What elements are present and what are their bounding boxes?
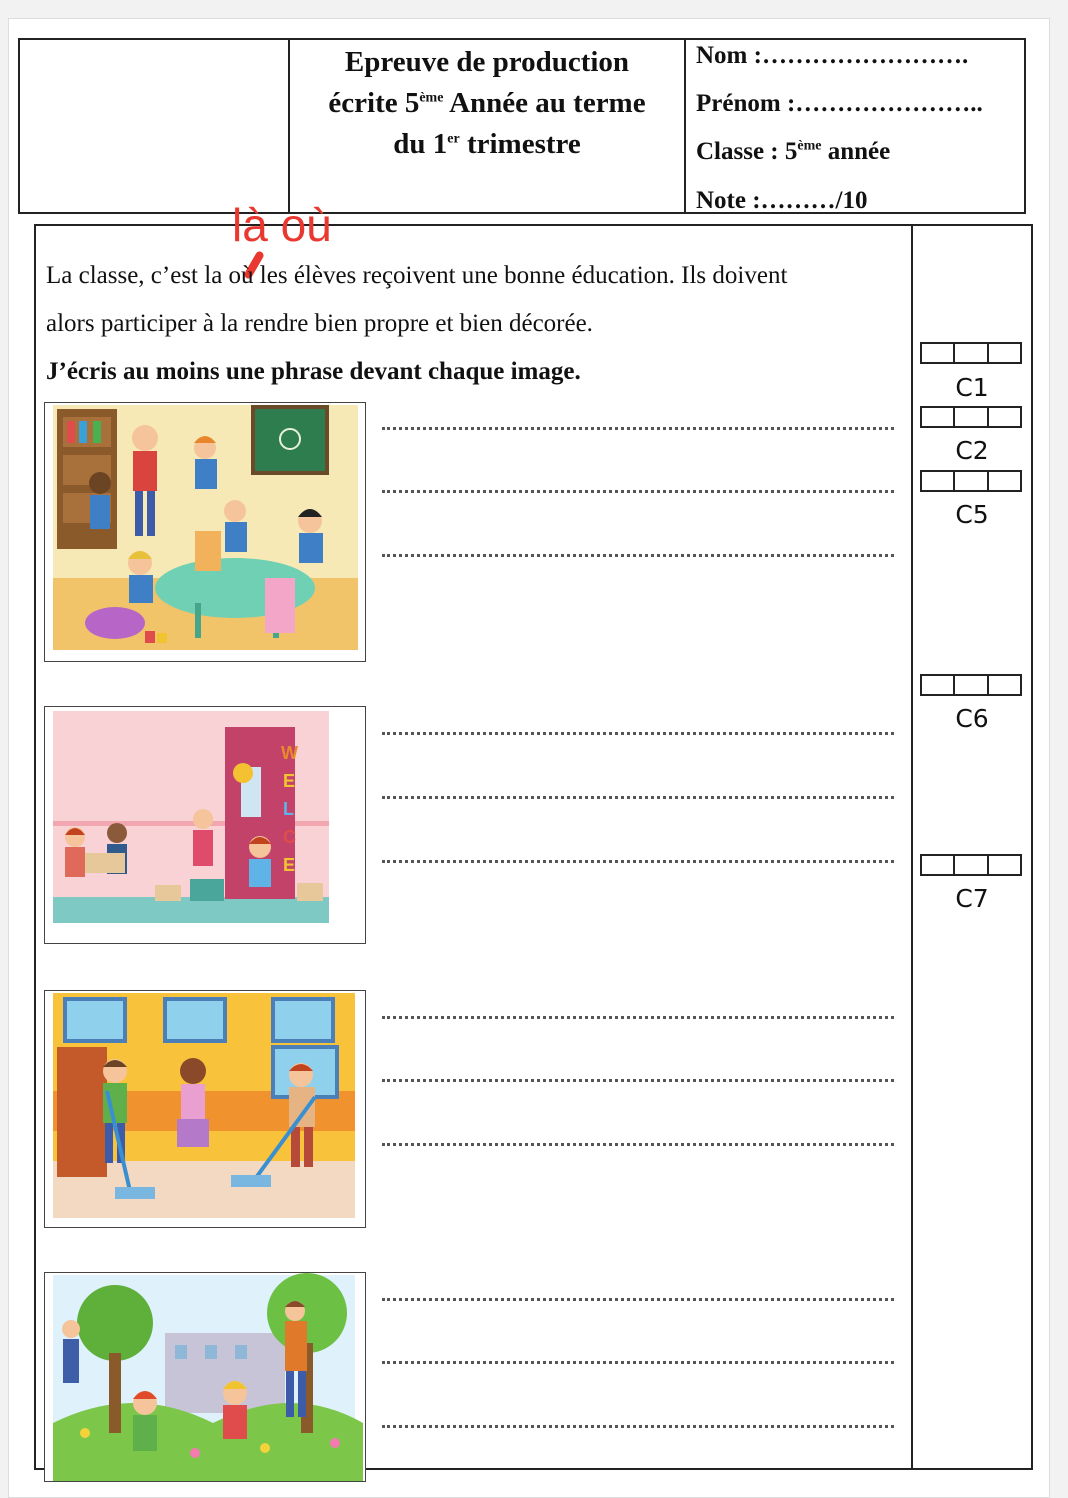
school-logo-cell	[20, 40, 290, 212]
student-info	[686, 40, 1024, 212]
svg-text:E: E	[283, 771, 296, 791]
classroom-tidying-illustration	[44, 402, 366, 662]
handwritten-correction: là où	[232, 199, 332, 251]
score-box-c6[interactable]	[920, 674, 1022, 696]
score-column-divider	[911, 226, 913, 1470]
instruction: J’écris au moins une phrase devant chaque image.	[46, 358, 581, 385]
gardening-illustration	[44, 1272, 366, 1482]
answer-line[interactable]	[382, 1423, 894, 1428]
answer-line[interactable]	[382, 1296, 894, 1301]
decorating-door-illustration	[44, 706, 366, 944]
answer-line[interactable]	[382, 1141, 894, 1146]
score-box-c1[interactable]	[920, 342, 1022, 364]
nom-field[interactable]: Nom :…………………….	[696, 42, 969, 69]
criterion-label: C5	[955, 500, 989, 529]
answer-line[interactable]	[382, 794, 894, 799]
cleaning-floor-illustration	[44, 990, 366, 1228]
classe-field: Classe : 5ème année	[696, 138, 891, 165]
exam-title	[290, 40, 686, 212]
prenom-field[interactable]: Prénom :…………………..	[696, 90, 983, 117]
criterion-label: C2	[955, 436, 989, 465]
answer-line[interactable]	[382, 1077, 894, 1082]
score-box-c5[interactable]	[920, 470, 1022, 492]
note-field: Note :………/10	[696, 187, 868, 214]
criterion-label: C7	[955, 884, 989, 913]
answer-line[interactable]	[382, 1359, 894, 1364]
title-line-2: écrite 5ème Année au terme	[328, 87, 646, 119]
answer-line[interactable]	[382, 552, 894, 557]
svg-text:W: W	[281, 743, 298, 763]
exam-header	[18, 38, 1026, 214]
criterion-label: C6	[955, 704, 989, 733]
title-line-3: du 1er trimestre	[393, 128, 581, 160]
svg-text:E: E	[283, 855, 296, 875]
answer-line[interactable]	[382, 425, 894, 430]
intro-line-2: alors participer à la rendre bien propre et bien décorée.	[46, 310, 593, 337]
answer-line[interactable]	[382, 488, 894, 493]
intro-line-1: La classe, c’est la où les élèves reçoivent une bonne éducation. Ils doivent	[46, 262, 788, 289]
score-box-c2[interactable]	[920, 406, 1022, 428]
criterion-label: C1	[955, 373, 989, 402]
answer-line[interactable]	[382, 1014, 894, 1019]
answer-line[interactable]	[382, 858, 894, 863]
score-box-c7[interactable]	[920, 854, 1022, 876]
svg-text:L: L	[283, 799, 294, 819]
title-line-1: Epreuve de production	[344, 46, 630, 78]
answer-line[interactable]	[382, 730, 894, 735]
svg-text:C: C	[283, 827, 296, 847]
